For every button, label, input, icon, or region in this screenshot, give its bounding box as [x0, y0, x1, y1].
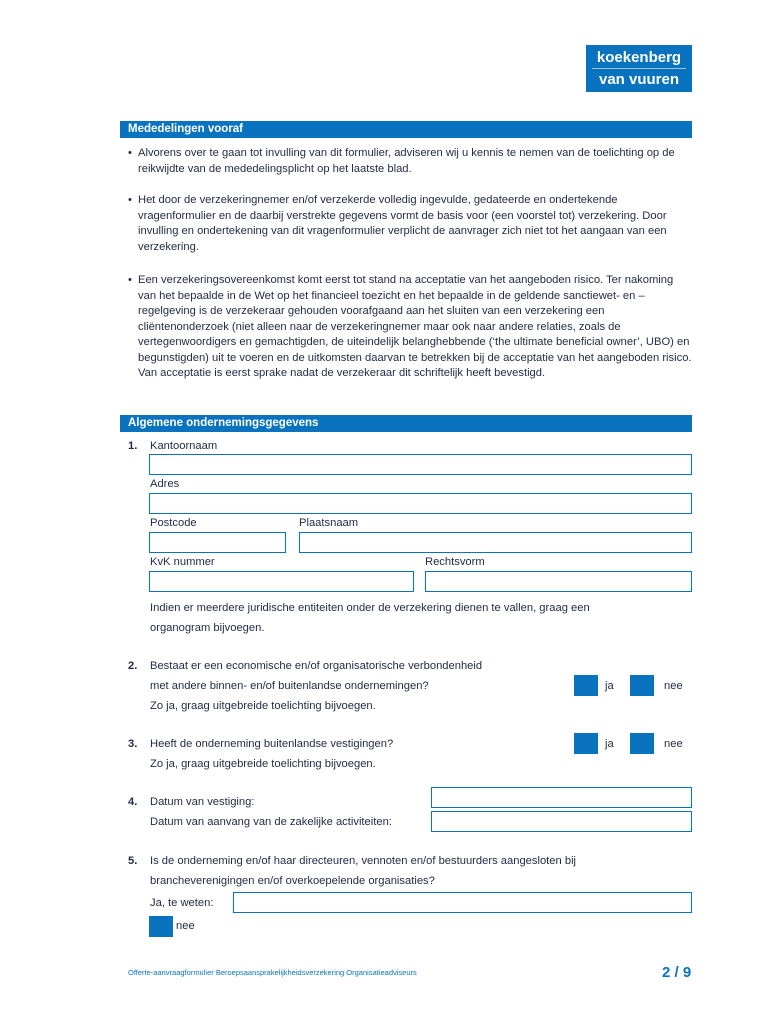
bullet: •: [128, 194, 132, 206]
logo-line-1: koekenberg: [596, 49, 682, 66]
q1-note-line-2: organogram bijvoegen.: [150, 622, 265, 634]
rechtsvorm-label: Rechtsvorm: [425, 556, 485, 568]
footer-document-title: Offerte-aanvraagformulier Beroepsaansprakelijkheidsverzekering Organisatieadviseurs: [128, 968, 417, 977]
q3-ja-checkbox[interactable]: [574, 733, 598, 754]
logo-line-2: van vuuren: [592, 68, 686, 89]
question-3-number: 3.: [128, 738, 138, 750]
intro-text-1: Alvorens over te gaan tot invulling van dit formulier, adviseren wij u kennis te nemen van de toelichting op de reikwijdte van de mededelingsplicht op het laatste blad.: [138, 147, 675, 175]
bullet: •: [128, 274, 132, 286]
intro-paragraph-3: [128, 273, 693, 382]
q5-line-2: brancheverenigingen en/of overkoepelende organisaties?: [150, 875, 435, 887]
datum-aanvang-input[interactable]: [431, 811, 692, 832]
question-4-number: 4.: [128, 796, 138, 808]
q2-line-3: Zo ja, graag uitgebreide toelichting bijvoegen.: [150, 700, 376, 712]
kantoornaam-label: Kantoornaam: [150, 440, 218, 452]
datum-vestiging-input[interactable]: [431, 787, 692, 808]
q3-ja-label: ja: [605, 738, 614, 750]
datum-vestiging-label: Datum van vestiging:: [150, 796, 255, 808]
rechtsvorm-input[interactable]: [425, 571, 692, 592]
q3-nee-checkbox[interactable]: [630, 733, 654, 754]
q5-nee-checkbox[interactable]: [149, 916, 173, 937]
adres-input[interactable]: [149, 493, 692, 514]
q3-line-1: Heeft de onderneming buitenlandse vestigingen?: [150, 738, 394, 750]
adres-label: Adres: [150, 478, 180, 490]
q2-ja-label: ja: [605, 680, 614, 692]
q1-note-line-1: Indien er meerdere juridische entiteiten onder de verzekering dienen te vallen, graag een: [150, 602, 590, 614]
plaatsnaam-input[interactable]: [299, 532, 692, 553]
kvk-label: KvK nummer: [150, 556, 215, 568]
q3-line-2: Zo ja, graag uitgebreide toelichting bijvoegen.: [150, 758, 376, 770]
q5-nee-label: nee: [176, 920, 195, 932]
postcode-label: Postcode: [150, 517, 197, 529]
intro-text-2: Het door de verzekeringnemer en/of verzekerde volledig ingevulde, gedateerde en ondertekende vragenformulier en de daarbij verstrekte gegevens vormt de basis voor (een voorstel tot) verzekering. Door invulling en ondertekening van dit vragenformulier verplicht de aanvrager zich niet tot het aangaan van een verzekering.: [138, 194, 667, 253]
q5-ja-label: Ja, te weten:: [150, 897, 214, 909]
q5-organisations-input[interactable]: [233, 892, 692, 913]
intro-paragraph-1: [128, 146, 693, 177]
q3-nee-label: nee: [664, 738, 683, 750]
q5-line-1: Is de onderneming en/of haar directeuren, vennoten en/of bestuurders aangesloten bij: [150, 855, 577, 867]
datum-aanvang-label: Datum van aanvang van de zakelijke activiteiten:: [150, 816, 392, 828]
question-5-number: 5.: [128, 855, 138, 867]
question-1-number: 1.: [128, 440, 138, 452]
q2-line-2: met andere binnen- en/of buitenlandse ondernemingen?: [150, 680, 429, 692]
q2-line-1: Bestaat er een economische en/of organisatorische verbondenheid: [150, 660, 483, 672]
intro-text-3: Een verzekeringsovereenkomst komt eerst tot stand na acceptatie van het aangeboden risico. Ter nakoming van het bepaalde in de Wet op het financieel toezicht en het bepaalde in de geldende sanctiewet- en –regelgeving is de verzekeraar gehouden voorafgaand aan het sluiten van een verzekering een cliëntenonderzoek (niet alleen naar de verzekeringnemer maar ook naar andere relaties, zoals de vertegenwoordigers en gemachtigden, de uiteindelijk belanghebbende (‘the ultimate beneficial owner’, UBO) en begunstigden) uit te voeren en de uitkomsten daarvan te betrekken bij de acceptatie van het aangeboden risico. Van acceptatie is eerst sprake nadat de verzekeraar dit schriftelijk heeft bevestigd.: [138, 274, 692, 379]
bullet: •: [128, 147, 132, 159]
q2-nee-label: nee: [664, 680, 683, 692]
q2-ja-checkbox[interactable]: [574, 675, 598, 696]
postcode-input[interactable]: [149, 532, 286, 553]
plaatsnaam-label: Plaatsnaam: [299, 517, 359, 529]
kantoornaam-input[interactable]: [149, 454, 692, 475]
kvk-input[interactable]: [149, 571, 414, 592]
company-logo: [586, 45, 692, 92]
section-header-intro: Mededelingen vooraf: [120, 121, 692, 138]
q2-nee-checkbox[interactable]: [630, 675, 654, 696]
intro-paragraph-2: [128, 193, 693, 255]
question-2-number: 2.: [128, 660, 138, 672]
section-header-general: Algemene ondernemingsgegevens: [120, 415, 692, 432]
page-number: 2 / 9: [662, 964, 692, 981]
